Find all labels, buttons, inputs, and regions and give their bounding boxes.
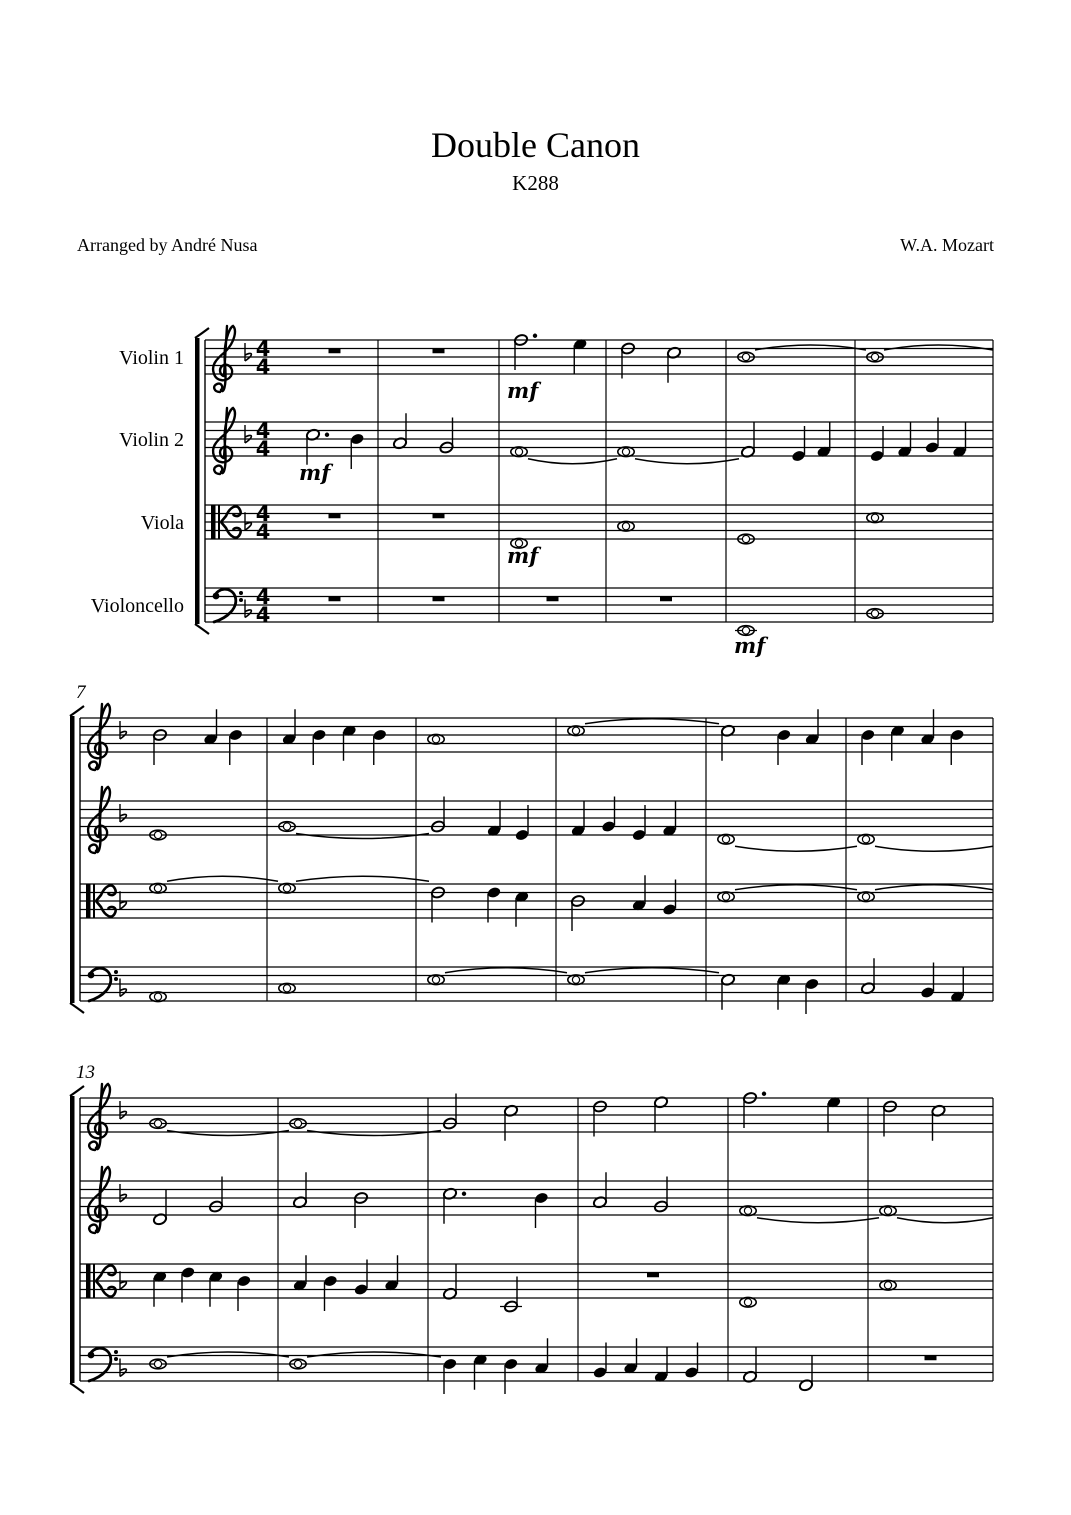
instrument-name: Viola	[140, 512, 184, 534]
bass-clef	[213, 589, 243, 622]
instrument-name: Violoncello	[90, 595, 184, 617]
bracket-hook	[70, 706, 84, 716]
clef-dot	[88, 1352, 95, 1359]
treble-clef	[213, 326, 235, 392]
whole-inner	[571, 726, 581, 736]
filled-notehead	[592, 1366, 607, 1379]
whole-inner	[153, 1359, 163, 1369]
whole-note	[428, 975, 444, 985]
clef-dot	[114, 1357, 118, 1361]
filled-notehead	[534, 1191, 549, 1204]
clef-dot	[114, 977, 118, 981]
time-signature	[256, 337, 271, 379]
system-bracket	[70, 716, 75, 1003]
notehead-shape	[312, 728, 327, 741]
whole-note	[867, 513, 883, 523]
whole-note	[568, 726, 584, 736]
filled-notehead	[601, 820, 616, 833]
whole-inner	[153, 830, 163, 840]
time-sig-unit: 4	[255, 437, 271, 461]
whole-inner	[153, 1118, 163, 1128]
whole-note	[618, 521, 634, 531]
whole-inner	[282, 983, 292, 993]
staff-1	[80, 1098, 993, 1132]
bass-clef	[88, 968, 118, 1001]
flat-sign	[245, 425, 251, 443]
whole-inner	[861, 892, 871, 902]
notehead-shape	[776, 728, 791, 741]
whole-note	[279, 883, 295, 893]
time-signature	[256, 502, 271, 544]
clef-bar	[93, 1264, 95, 1298]
dynamic-mark: mf	[299, 460, 331, 485]
treble-clef	[88, 704, 110, 770]
whole-rest	[433, 349, 445, 354]
filled-notehead	[442, 1357, 457, 1370]
whole-rest	[925, 1356, 937, 1361]
dynamic-mark: mf	[507, 378, 539, 403]
measure-number: 13	[76, 1062, 95, 1083]
dynamic-mark: mf	[507, 543, 539, 568]
notehead-shape	[592, 1366, 607, 1379]
filled-notehead	[950, 728, 965, 741]
notehead-shape	[372, 728, 387, 741]
measure-number: 7	[76, 682, 86, 703]
filled-notehead	[350, 432, 365, 445]
dot	[462, 1192, 466, 1196]
time-sig-beats: 4	[255, 502, 271, 526]
instrument-name: Violin 2	[119, 429, 184, 451]
whole-inner	[153, 883, 163, 893]
whole-inner	[743, 1297, 753, 1307]
clef-bar	[211, 505, 216, 539]
filled-notehead	[920, 986, 935, 999]
notehead-shape	[920, 986, 935, 999]
whole-inner	[621, 447, 631, 457]
filled-notehead	[312, 728, 327, 741]
whole-note	[428, 734, 444, 744]
bracket-hook	[70, 1086, 84, 1096]
whole-rest	[660, 597, 672, 602]
tie	[585, 968, 719, 973]
whole-inner	[293, 1118, 303, 1128]
clef-bar	[86, 1264, 91, 1298]
time-sig-unit: 4	[255, 603, 271, 627]
tie	[528, 459, 617, 464]
time-sig-beats: 4	[255, 419, 271, 443]
clef-bar	[93, 884, 95, 918]
notehead-shape	[924, 441, 939, 454]
filled-notehead	[228, 728, 243, 741]
dynamic-mark: mf	[734, 633, 766, 658]
clef-dot	[88, 972, 95, 979]
filled-notehead	[860, 728, 875, 741]
whole-inner	[621, 521, 631, 531]
tie	[296, 876, 429, 881]
score-title: Double Canon	[431, 125, 640, 165]
score-subtitle: K288	[512, 171, 559, 195]
filled-notehead	[869, 449, 884, 462]
clef-bar	[218, 505, 220, 539]
whole-inner	[153, 992, 163, 1002]
whole-inner	[861, 834, 871, 844]
clef-dot	[114, 970, 118, 974]
system-bracket	[195, 338, 200, 624]
tie	[167, 1131, 289, 1136]
flat-sign	[120, 1271, 126, 1289]
notehead-shape	[514, 828, 529, 841]
notehead-shape	[601, 820, 616, 833]
bracket-hook	[70, 1383, 84, 1393]
whole-inner	[514, 447, 524, 457]
system-bracket	[70, 1096, 75, 1383]
notehead-shape	[662, 903, 677, 916]
whole-rest	[547, 597, 559, 602]
whole-rest	[433, 597, 445, 602]
tie	[897, 1218, 993, 1223]
clef-shape	[88, 1167, 110, 1233]
time-sig-beats: 4	[255, 337, 271, 361]
tie	[445, 968, 567, 973]
filled-notehead	[662, 903, 677, 916]
whole-inner	[741, 534, 751, 544]
whole-rest	[433, 514, 445, 519]
filled-notehead	[372, 728, 387, 741]
filled-notehead	[353, 1283, 368, 1296]
clef-dot	[239, 591, 243, 595]
whole-inner	[743, 1206, 753, 1216]
whole-note	[880, 1280, 896, 1290]
clef-shape	[88, 704, 110, 770]
whole-inner	[721, 834, 731, 844]
clef-shape	[88, 787, 110, 853]
clef-bar	[86, 884, 91, 918]
whole-inner	[741, 352, 751, 362]
clef-shape	[213, 326, 235, 392]
notehead-shape	[950, 728, 965, 741]
tie	[635, 459, 739, 464]
whole-inner	[282, 821, 292, 831]
whole-note	[618, 447, 634, 457]
notehead-shape	[684, 1366, 699, 1379]
time-sig-unit: 4	[255, 520, 271, 544]
notehead-shape	[486, 886, 501, 899]
whole-inner	[293, 1359, 303, 1369]
whole-inner	[571, 975, 581, 985]
bracket-hook	[70, 1003, 84, 1013]
flat-sign	[120, 979, 126, 997]
whole-rest	[329, 349, 341, 354]
time-signature	[256, 419, 271, 461]
whole-rest	[329, 597, 341, 602]
whole-note	[740, 1297, 756, 1307]
notehead-shape	[503, 1357, 518, 1370]
tie	[755, 345, 866, 350]
whole-rest	[329, 514, 341, 519]
flat-sign	[120, 1184, 126, 1202]
notehead-shape	[804, 977, 819, 990]
time-sig-unit: 4	[255, 355, 271, 379]
filled-notehead	[684, 1366, 699, 1379]
notehead-shape	[631, 828, 646, 841]
flat-bowl	[120, 1282, 126, 1290]
treble-clef	[88, 1084, 110, 1150]
whole-inner	[282, 883, 292, 893]
dot	[325, 433, 329, 437]
flat-sign	[245, 600, 251, 618]
tie	[296, 834, 429, 839]
whole-note	[568, 975, 584, 985]
flat-sign	[245, 343, 251, 361]
whole-note	[858, 892, 874, 902]
time-sig-beats: 4	[255, 585, 271, 609]
notehead-shape	[869, 449, 884, 462]
treble-clef	[213, 408, 235, 474]
notehead-shape	[323, 1274, 338, 1287]
staff-2	[80, 801, 993, 835]
whole-note	[718, 892, 734, 902]
clef-dot	[213, 593, 220, 600]
whole-inner	[870, 608, 880, 618]
tie	[735, 885, 857, 890]
flat-sign	[245, 512, 251, 530]
notehead-shape	[534, 1191, 549, 1204]
tie	[307, 1352, 441, 1357]
whole-note	[150, 992, 166, 1002]
staff-4	[80, 967, 993, 1001]
tie	[875, 885, 993, 890]
notehead-shape	[442, 1357, 457, 1370]
flat-sign	[120, 1359, 126, 1377]
whole-note	[858, 834, 874, 844]
whole-inner	[870, 352, 880, 362]
notehead-shape	[180, 1266, 195, 1279]
whole-note	[880, 1206, 896, 1216]
bass-clef	[88, 1348, 118, 1381]
filled-notehead	[486, 886, 501, 899]
treble-clef	[88, 787, 110, 853]
filled-notehead	[924, 441, 939, 454]
filled-notehead	[323, 1274, 338, 1287]
filled-notehead	[514, 828, 529, 841]
flat-bowl	[245, 523, 251, 531]
notehead-shape	[860, 728, 875, 741]
instrument-name: Violin 1	[119, 347, 184, 369]
notehead-shape	[350, 432, 365, 445]
whole-inner	[883, 1206, 893, 1216]
filled-notehead	[631, 828, 646, 841]
bracket-hook	[195, 328, 209, 338]
whole-rest	[647, 1273, 659, 1278]
tie	[585, 719, 719, 724]
tie	[884, 345, 993, 350]
flat-bowl	[120, 902, 126, 910]
flat-sign	[120, 804, 126, 822]
flat-sign	[120, 891, 126, 909]
whole-inner	[883, 1280, 893, 1290]
time-signature	[256, 585, 271, 627]
notehead-shape	[228, 728, 243, 741]
whole-note	[279, 983, 295, 993]
flat-sign	[120, 721, 126, 739]
whole-inner	[431, 734, 441, 744]
composer-credit: W.A. Mozart	[900, 235, 994, 255]
whole-note	[150, 883, 166, 893]
dot	[762, 1092, 766, 1096]
filled-notehead	[804, 977, 819, 990]
notehead-shape	[236, 1274, 251, 1287]
filled-notehead	[180, 1266, 195, 1279]
treble-clef	[88, 1167, 110, 1233]
clef-dot	[239, 598, 243, 602]
tie	[735, 846, 857, 851]
bracket-hook	[195, 624, 209, 634]
clef-dot	[114, 1350, 118, 1354]
whole-note	[511, 447, 527, 457]
filled-notehead	[776, 728, 791, 741]
notehead-shape	[353, 1283, 368, 1296]
filled-notehead	[236, 1274, 251, 1287]
notehead-shape	[791, 449, 806, 462]
whole-inner	[870, 513, 880, 523]
tie	[307, 1131, 441, 1136]
whole-inner	[431, 975, 441, 985]
tie	[757, 1218, 879, 1223]
filled-notehead	[503, 1357, 518, 1370]
flat-sign	[120, 1101, 126, 1119]
whole-note	[718, 834, 734, 844]
tie	[167, 1352, 289, 1357]
filled-notehead	[791, 449, 806, 462]
staff-2	[205, 422, 993, 456]
whole-note	[740, 1206, 756, 1216]
clef-shape	[88, 1084, 110, 1150]
tie	[167, 876, 278, 881]
clef-shape	[213, 408, 235, 474]
arranger-credit: Arranged by André Nusa	[77, 235, 258, 255]
whole-inner	[721, 892, 731, 902]
tie	[875, 846, 993, 851]
dot	[533, 334, 537, 338]
